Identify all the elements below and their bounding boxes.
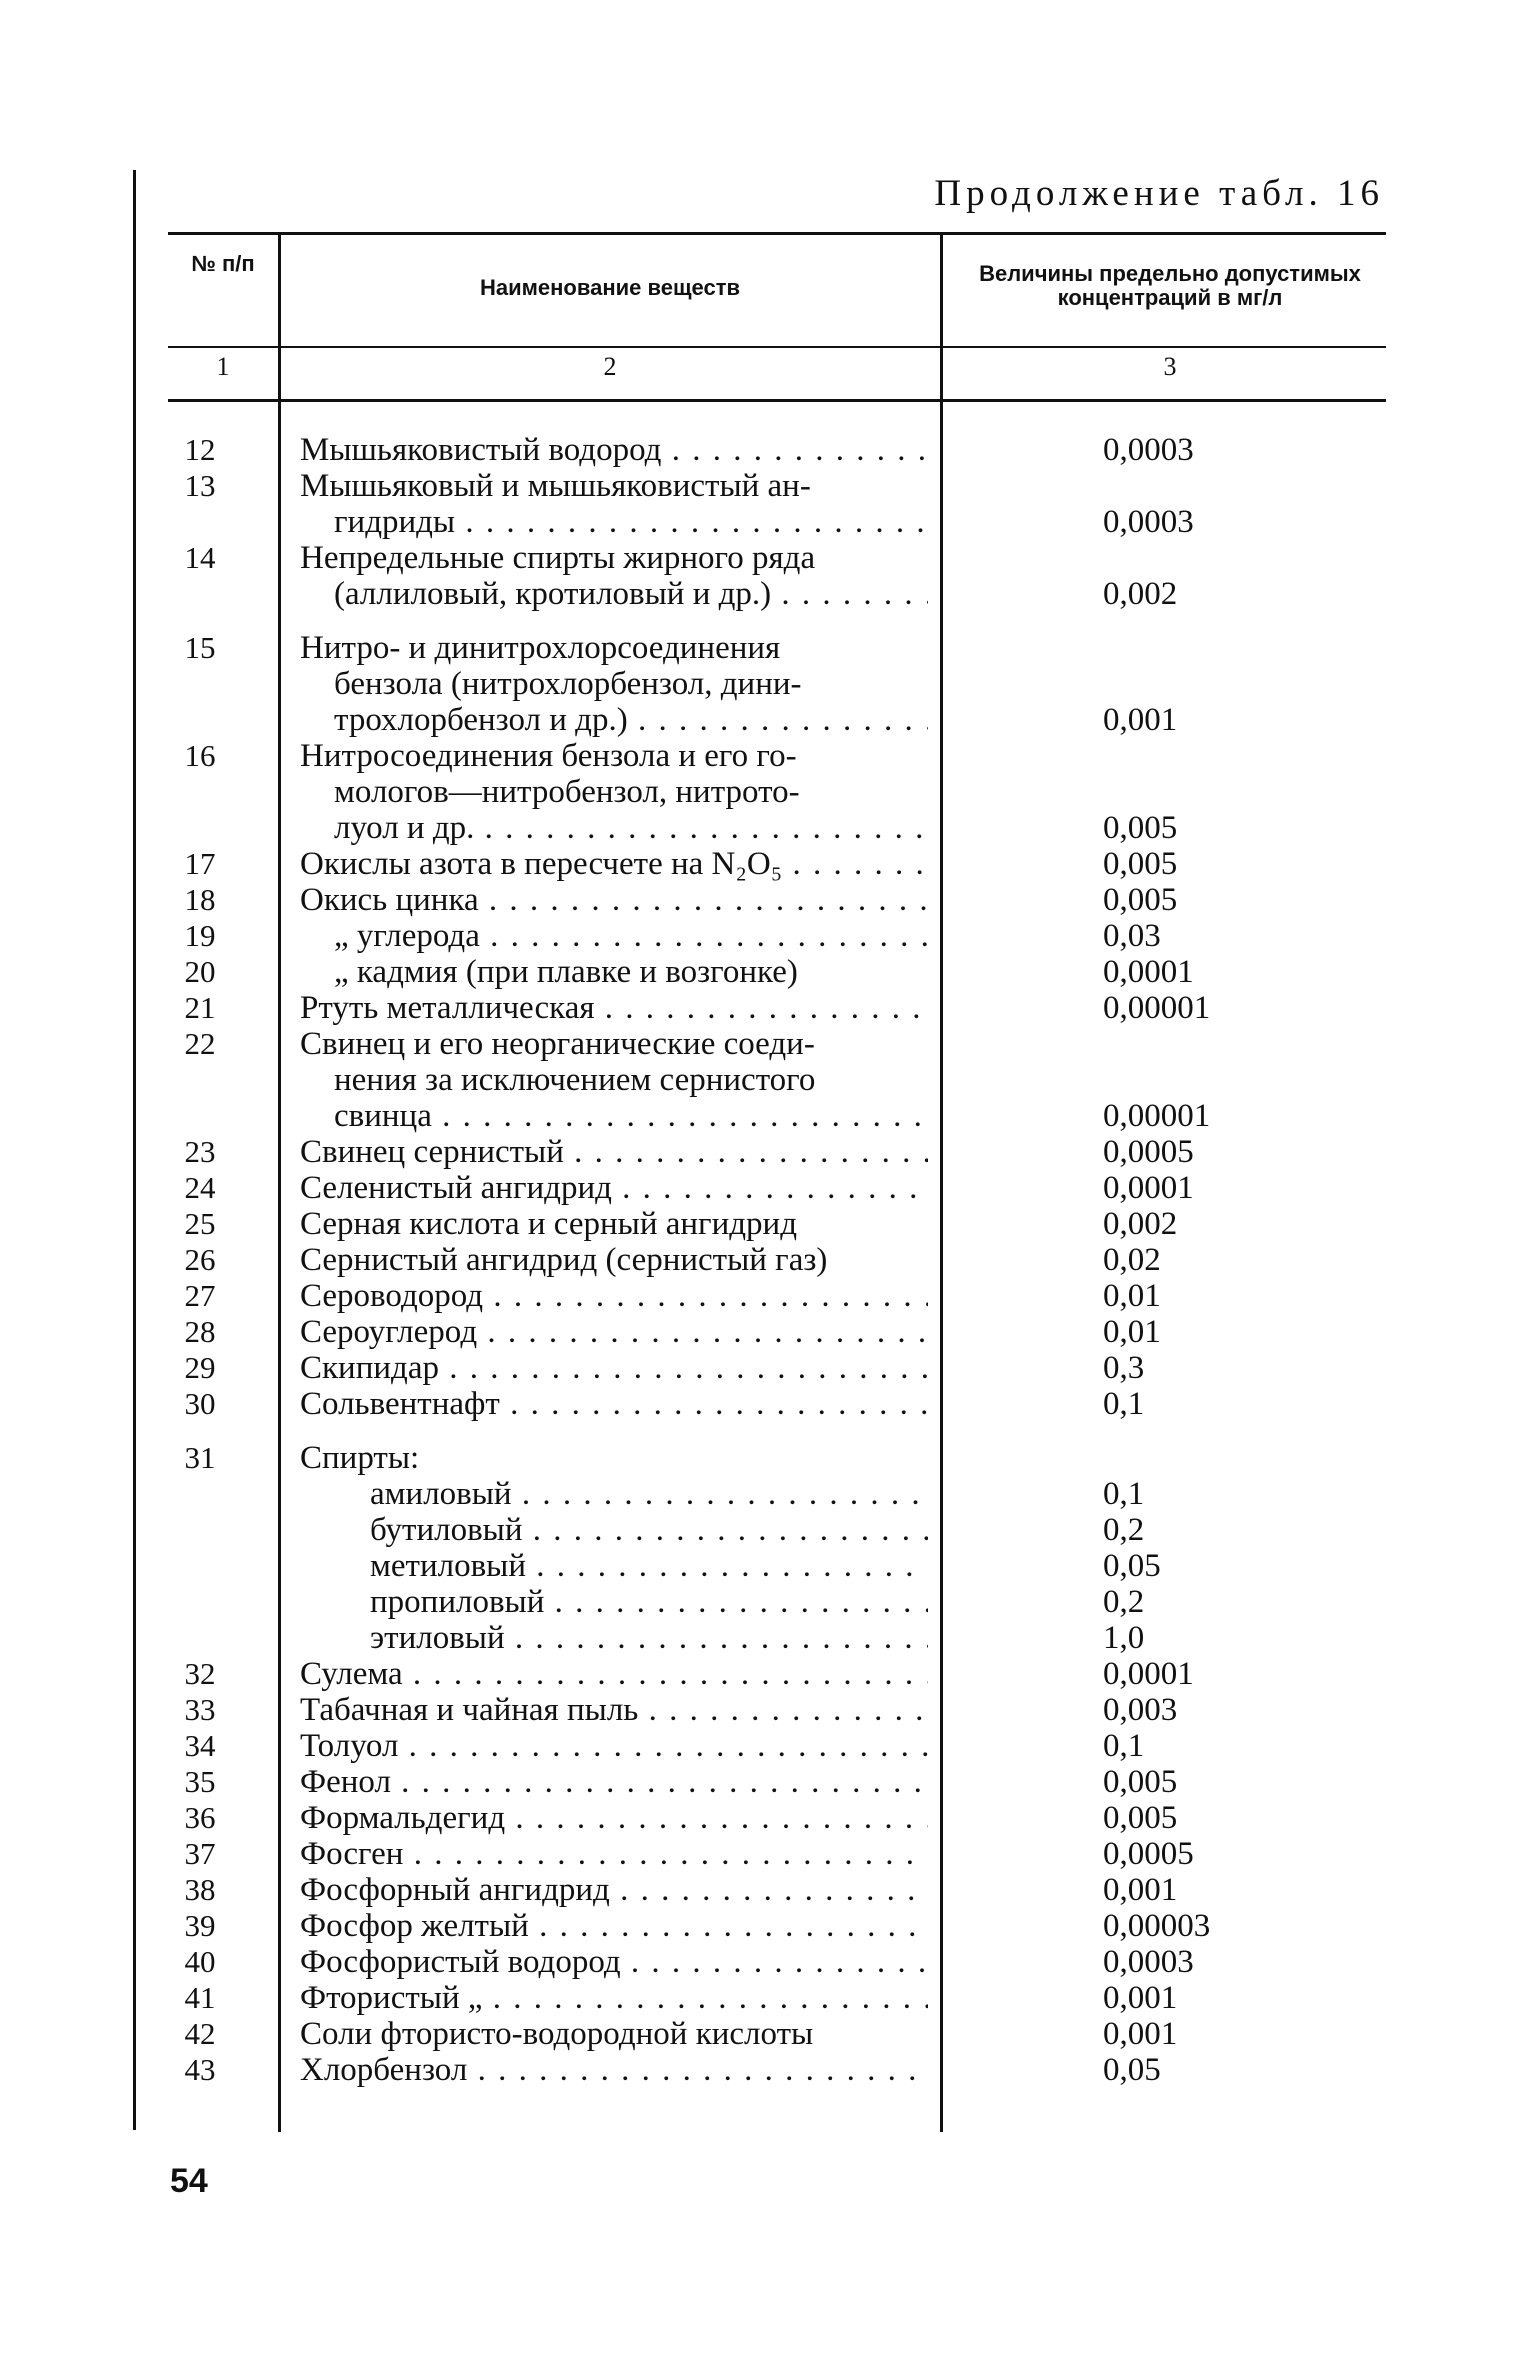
row-number: 22 bbox=[184, 1026, 216, 1061]
substance-name-text: Формальдегид . . . bbox=[300, 1800, 928, 1836]
substance-name-text: Толуол . . . bbox=[300, 1728, 928, 1764]
row-number: 37 bbox=[184, 1836, 216, 1871]
substance-name-text: „ кадмия (при плавке и возгонке) bbox=[334, 954, 798, 990]
row-number: 41 bbox=[184, 1980, 216, 2015]
substance-name bbox=[300, 432, 928, 468]
substance-name bbox=[334, 666, 928, 702]
table-row bbox=[0, 2016, 1536, 2052]
row-number: 34 bbox=[184, 1728, 216, 1763]
table-row bbox=[0, 576, 1536, 612]
concentration-value: 0,0001 bbox=[1103, 1170, 1194, 1206]
header-col1: № п/п bbox=[191, 251, 255, 276]
table-row bbox=[0, 1314, 1536, 1350]
table-row bbox=[0, 666, 1536, 702]
concentration-value: 0,001 bbox=[1103, 2016, 1178, 2052]
concentration-value: 0,2 bbox=[1103, 1512, 1145, 1548]
concentration-value: 0,0003 bbox=[1103, 432, 1194, 468]
substance-name-text: амиловый . . . bbox=[370, 1476, 928, 1512]
substance-name-text: Сероводород . . . bbox=[300, 1278, 928, 1314]
concentration-value: 1,0 bbox=[1103, 1620, 1145, 1656]
table-row bbox=[0, 1980, 1536, 2016]
row-number: 20 bbox=[184, 954, 216, 989]
substance-name bbox=[300, 1314, 928, 1350]
table-row bbox=[0, 1944, 1536, 1980]
table-row bbox=[0, 504, 1536, 540]
concentration-value: 0,01 bbox=[1103, 1314, 1161, 1350]
table-row bbox=[0, 630, 1536, 666]
table-row bbox=[0, 882, 1536, 918]
table-row bbox=[0, 1440, 1536, 1476]
concentration-value: 0,003 bbox=[1103, 1692, 1178, 1728]
substance-name-text: трохлорбензол и др.) . . . bbox=[334, 702, 928, 738]
substance-name-text: Ртуть металлическая . . . bbox=[300, 990, 928, 1026]
substance-name bbox=[370, 1476, 928, 1512]
concentration-value: 0,002 bbox=[1103, 1206, 1178, 1242]
table-row bbox=[0, 1242, 1536, 1278]
table-row bbox=[0, 2052, 1536, 2088]
table-row bbox=[0, 1836, 1536, 1872]
substance-name-text: Свинец и его неорганические соеди- bbox=[300, 1026, 815, 1062]
row-number: 17 bbox=[184, 846, 216, 881]
substance-name-text: Серная кислота и серный ангидрид bbox=[300, 1206, 797, 1242]
table-row bbox=[0, 990, 1536, 1026]
table-row bbox=[0, 432, 1536, 468]
table-row bbox=[0, 1728, 1536, 1764]
row-number: 13 bbox=[184, 468, 216, 503]
substance-name-text: (аллиловый, кротиловый и др.) . . . bbox=[334, 576, 928, 612]
substance-name bbox=[334, 1062, 928, 1098]
substance-name bbox=[300, 1440, 928, 1476]
table-row bbox=[0, 468, 1536, 504]
concentration-value: 0,1 bbox=[1103, 1386, 1145, 1422]
table-row bbox=[0, 1062, 1536, 1098]
substance-name-text: мологов—нитробензол, нитрото- bbox=[334, 774, 800, 810]
concentration-value: 0,001 bbox=[1103, 702, 1178, 738]
concentration-value: 0,05 bbox=[1103, 2052, 1161, 2088]
concentration-value: 0,03 bbox=[1103, 918, 1161, 954]
concentration-value: 0,005 bbox=[1103, 846, 1178, 882]
row-number: 15 bbox=[184, 630, 216, 665]
substance-name bbox=[300, 1026, 928, 1062]
substance-name-text: Селенистый ангидрид . . . bbox=[300, 1170, 928, 1206]
substance-name bbox=[300, 1206, 928, 1242]
substance-name-text: Окислы азота в пересчете на N₂O₅ . . . bbox=[300, 846, 928, 882]
substance-name bbox=[300, 738, 928, 774]
column-number-2: 2 bbox=[603, 352, 617, 381]
row-number: 43 bbox=[184, 2052, 216, 2087]
substance-name-text: Мышьяковистый водород . . . bbox=[300, 432, 928, 468]
substance-name bbox=[300, 1242, 928, 1278]
substance-name-text: „ углерода . . . bbox=[334, 918, 928, 954]
page-number: 54 bbox=[170, 2162, 208, 2200]
row-number: 39 bbox=[184, 1908, 216, 1943]
table-row bbox=[0, 1476, 1536, 1512]
concentration-value: 0,3 bbox=[1103, 1350, 1145, 1386]
table-row bbox=[0, 846, 1536, 882]
substance-name-text: Хлорбензол . . . bbox=[300, 2052, 928, 2088]
substance-name bbox=[300, 2052, 928, 2088]
row-number: 12 bbox=[184, 432, 216, 467]
substance-name bbox=[334, 918, 928, 954]
table-row bbox=[0, 540, 1536, 576]
substance-name-text: Табачная и чайная пыль . . . bbox=[300, 1692, 928, 1728]
substance-name bbox=[300, 1872, 928, 1908]
substance-name bbox=[334, 810, 928, 846]
substance-name-text: Фосген . . . bbox=[300, 1836, 928, 1872]
substance-name bbox=[300, 1908, 928, 1944]
header-col3: Величины предельно допустимых концентраций в мг/л bbox=[979, 261, 1361, 310]
table-row bbox=[0, 810, 1536, 846]
substance-name bbox=[300, 1980, 928, 2016]
substance-name-text: гидриды . . . bbox=[334, 504, 928, 540]
row-number: 21 bbox=[184, 990, 216, 1025]
substance-name bbox=[370, 1620, 928, 1656]
substance-name bbox=[300, 540, 928, 576]
substance-name bbox=[334, 954, 928, 990]
substance-name bbox=[334, 702, 928, 738]
substance-name bbox=[300, 990, 928, 1026]
table-row bbox=[0, 1656, 1536, 1692]
concentration-value: 0,1 bbox=[1103, 1476, 1145, 1512]
substance-name-text: Соли фтористо-водородной кислоты bbox=[300, 2016, 814, 2052]
substance-name-text: этиловый . . . bbox=[370, 1620, 928, 1656]
concentration-value: 0,001 bbox=[1103, 1980, 1178, 2016]
table-row bbox=[0, 702, 1536, 738]
substance-name bbox=[300, 846, 928, 882]
substance-name bbox=[300, 1278, 928, 1314]
concentration-value: 0,005 bbox=[1103, 1764, 1178, 1800]
substance-name-text: Свинец сернистый . . . bbox=[300, 1134, 928, 1170]
substance-name bbox=[370, 1548, 928, 1584]
table-row bbox=[0, 1908, 1536, 1944]
substance-name-text: метиловый . . . bbox=[370, 1548, 928, 1584]
concentration-value: 0,01 bbox=[1103, 1278, 1161, 1314]
substance-name bbox=[334, 774, 928, 810]
table-row bbox=[0, 1386, 1536, 1422]
substance-name bbox=[300, 1944, 928, 1980]
row-number: 30 bbox=[184, 1386, 216, 1421]
substance-name-text: Фосфор желтый . . . bbox=[300, 1908, 928, 1944]
table-row bbox=[0, 1206, 1536, 1242]
row-number: 36 bbox=[184, 1800, 216, 1835]
table-row bbox=[0, 1800, 1536, 1836]
row-number: 23 bbox=[184, 1134, 216, 1169]
table-row bbox=[0, 738, 1536, 774]
concentration-value: 0,00003 bbox=[1103, 1908, 1211, 1944]
row-number: 35 bbox=[184, 1764, 216, 1799]
substance-name-text: Спирты: bbox=[300, 1440, 420, 1476]
substance-name bbox=[334, 504, 928, 540]
substance-name-text: Непредельные спирты жирного ряда bbox=[300, 540, 816, 576]
substance-name bbox=[300, 1836, 928, 1872]
substance-name bbox=[300, 1170, 928, 1206]
substance-name-text: Фенол . . . bbox=[300, 1764, 928, 1800]
table-row bbox=[0, 1134, 1536, 1170]
table-row bbox=[0, 1584, 1536, 1620]
substance-name bbox=[300, 1800, 928, 1836]
substance-name bbox=[300, 1764, 928, 1800]
concentration-value: 0,005 bbox=[1103, 810, 1178, 846]
header-mid-rule bbox=[168, 346, 1386, 348]
table-row bbox=[0, 1872, 1536, 1908]
substance-name-text: Окись цинка . . . bbox=[300, 882, 928, 918]
concentration-value: 0,00001 bbox=[1103, 990, 1211, 1026]
substance-name-text: Нитросоединения бензола и его го- bbox=[300, 738, 797, 774]
concentration-value: 0,001 bbox=[1103, 1872, 1178, 1908]
table-row bbox=[0, 918, 1536, 954]
row-number: 33 bbox=[184, 1692, 216, 1727]
row-number: 31 bbox=[184, 1440, 216, 1475]
row-number: 26 bbox=[184, 1242, 216, 1277]
concentration-value: 0,02 bbox=[1103, 1242, 1161, 1278]
row-number: 42 bbox=[184, 2016, 216, 2051]
substance-name-text: Фосфористый водород . . . bbox=[300, 1944, 928, 1980]
substance-name bbox=[300, 1134, 928, 1170]
substance-name-text: Сернистый ангидрид (сернистый газ) bbox=[300, 1242, 828, 1278]
substance-name-text: пропиловый . . . bbox=[370, 1584, 928, 1620]
table-row bbox=[0, 1620, 1536, 1656]
substance-name-text: Скипидар . . . bbox=[300, 1350, 928, 1386]
substance-name-text: бутиловый . . . bbox=[370, 1512, 928, 1548]
table-row bbox=[0, 1026, 1536, 1062]
row-number: 40 bbox=[184, 1944, 216, 1979]
substance-name-text: бензола (нитрохлорбензол, дини- bbox=[334, 666, 802, 702]
table-row bbox=[0, 1548, 1536, 1584]
substance-name bbox=[334, 1098, 928, 1134]
substance-name-text: Мышьяковый и мышьяковистый ан- bbox=[300, 468, 811, 504]
substance-name bbox=[370, 1584, 928, 1620]
table-row bbox=[0, 1098, 1536, 1134]
substance-name bbox=[370, 1512, 928, 1548]
header-col2: Наименование веществ bbox=[479, 275, 741, 300]
concentration-value: 0,2 bbox=[1103, 1584, 1145, 1620]
concentration-value: 0,0003 bbox=[1103, 504, 1194, 540]
substance-name-text: Нитро- и динитрохлорсоединения bbox=[300, 630, 781, 666]
table-row bbox=[0, 954, 1536, 990]
table-caption: Продолжение табл. 16 bbox=[934, 173, 1384, 214]
row-number: 29 bbox=[184, 1350, 216, 1385]
concentration-value: 0,005 bbox=[1103, 882, 1178, 918]
substance-name bbox=[300, 882, 928, 918]
row-number: 38 bbox=[184, 1872, 216, 1907]
substance-name bbox=[300, 1350, 928, 1386]
row-number: 24 bbox=[184, 1170, 216, 1205]
substance-name bbox=[300, 1728, 928, 1764]
column-number-3: 3 bbox=[1163, 352, 1177, 381]
table-row bbox=[0, 1170, 1536, 1206]
substance-name bbox=[300, 2016, 928, 2052]
header-top-rule bbox=[168, 232, 1386, 235]
row-number: 18 bbox=[184, 882, 216, 917]
substance-name bbox=[300, 1656, 928, 1692]
substance-name-text: луол и др. . . . bbox=[334, 810, 928, 846]
concentration-value: 0,0001 bbox=[1103, 1656, 1194, 1692]
substance-name-text: нения за исключением сернистого bbox=[334, 1062, 816, 1098]
substance-name-text: Фосфорный ангидрид . . . bbox=[300, 1872, 928, 1908]
table-row bbox=[0, 774, 1536, 810]
table-row bbox=[0, 1692, 1536, 1728]
concentration-value: 0,0005 bbox=[1103, 1836, 1194, 1872]
concentration-value: 0,005 bbox=[1103, 1800, 1178, 1836]
substance-name bbox=[300, 630, 928, 666]
row-number: 16 bbox=[184, 738, 216, 773]
table-row bbox=[0, 1350, 1536, 1386]
concentration-value: 0,0001 bbox=[1103, 954, 1194, 990]
row-number: 14 bbox=[184, 540, 216, 575]
substance-name-text: Сольвентнафт . . . bbox=[300, 1386, 928, 1422]
concentration-value: 0,00001 bbox=[1103, 1098, 1211, 1134]
row-number: 27 bbox=[184, 1278, 216, 1313]
row-number: 32 bbox=[184, 1656, 216, 1691]
concentration-value: 0,002 bbox=[1103, 576, 1178, 612]
concentration-value: 0,0003 bbox=[1103, 1944, 1194, 1980]
substance-name bbox=[300, 1692, 928, 1728]
substance-name-text: Сулема . . . bbox=[300, 1656, 928, 1692]
table-row bbox=[0, 1512, 1536, 1548]
header-bottom-rule bbox=[168, 399, 1386, 402]
row-number: 28 bbox=[184, 1314, 216, 1349]
substance-name bbox=[300, 468, 928, 504]
table-row bbox=[0, 1278, 1536, 1314]
table-row bbox=[0, 1764, 1536, 1800]
concentration-value: 0,0005 bbox=[1103, 1134, 1194, 1170]
row-number: 25 bbox=[184, 1206, 216, 1241]
substance-name bbox=[300, 1386, 928, 1422]
substance-name-text: свинца . . . bbox=[334, 1098, 928, 1134]
substance-name-text: Фтористый „ . . . bbox=[300, 1980, 928, 2016]
column-number-1: 1 bbox=[216, 352, 230, 381]
row-number: 19 bbox=[184, 918, 216, 953]
substance-name bbox=[334, 576, 928, 612]
concentration-value: 0,05 bbox=[1103, 1548, 1161, 1584]
substance-name-text: Сероуглерод . . . bbox=[300, 1314, 928, 1350]
concentration-value: 0,1 bbox=[1103, 1728, 1145, 1764]
